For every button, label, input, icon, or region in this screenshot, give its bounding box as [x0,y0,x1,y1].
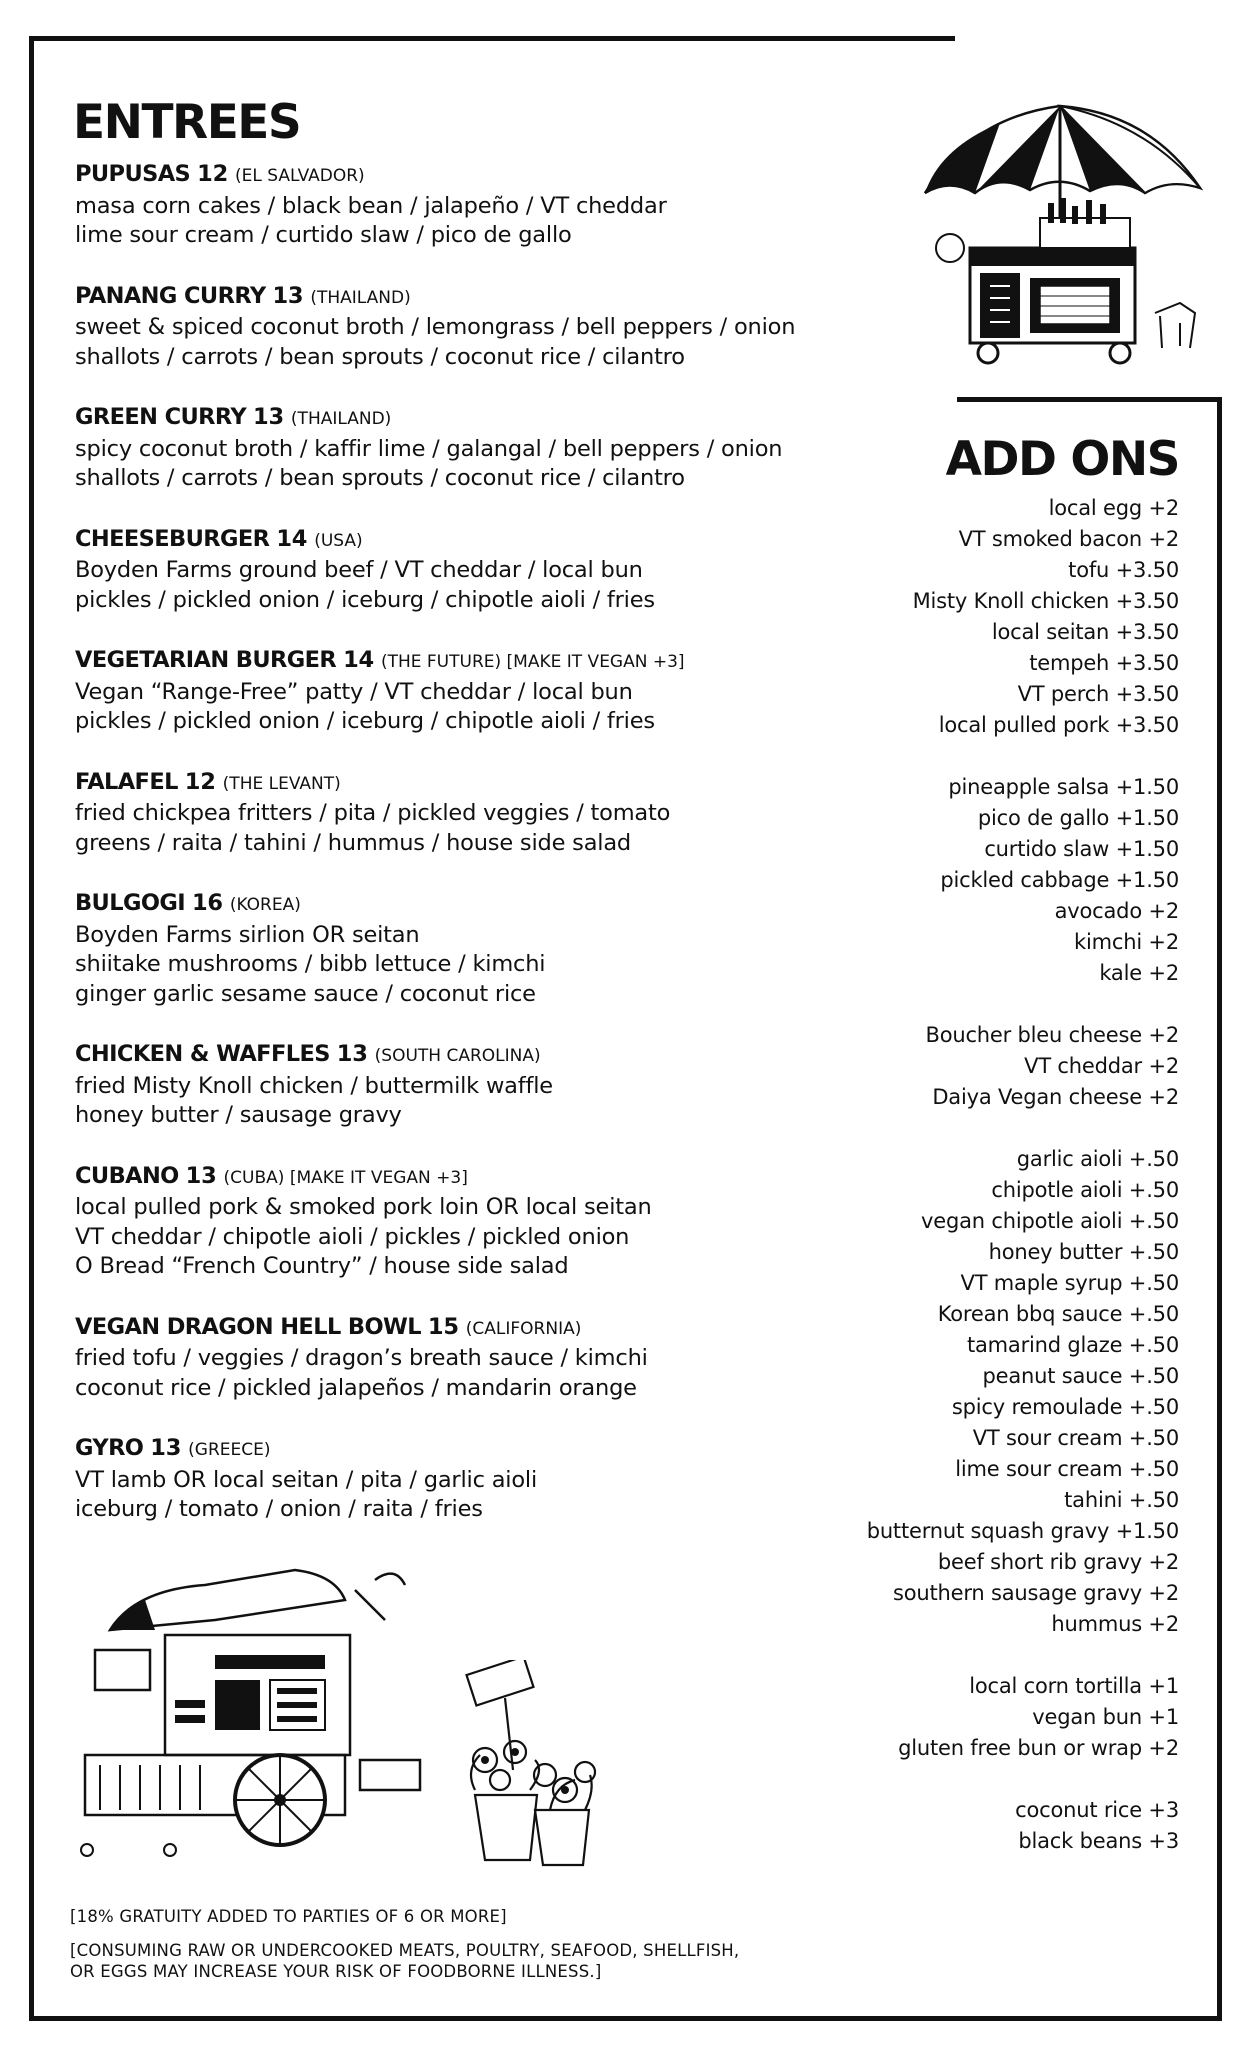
addon-item: coconut rice +3 [1015,1798,1179,1822]
entree-description-line: shallots / carrots / bean sprouts / coconut rice / cilantro [75,343,685,370]
addon-item: southern sausage gravy +2 [893,1581,1179,1605]
addon-item: kale +2 [1099,961,1179,985]
entree-description-line: Boyden Farms sirlion OR seitan [75,921,420,948]
addon-item: kimchi +2 [1074,930,1179,954]
entree-origin: (THAILAND) [310,287,411,308]
entree-description-line: shiitake mushrooms / bibb lettuce / kimchi [75,951,546,977]
entree-name: VEGAN DRAGON HELL BOWL [75,1313,421,1340]
addon-item: lime sour cream +.50 [955,1457,1179,1481]
food-cart-umbrella-illustration [910,98,1208,366]
entree-name: CUBANO [75,1162,179,1189]
entree-header [75,525,875,557]
entree-price: 14 [276,525,308,552]
menu-notes [70,1906,870,1982]
entree-description-line: coconut rice / pickled jalapeños / mandarin orange [75,1374,637,1401]
addon-item: tempeh +3.50 [1029,651,1179,675]
addons-heading: ADD ONS [945,432,1179,487]
entree-item [75,889,875,1009]
entree-description-line: honey butter / sausage gravy [75,1102,402,1128]
food-cart-wheel-illustration [65,1560,450,1860]
addon-item: local seitan +3.50 [991,620,1179,644]
entree-description-line: shallots / carrots / bean sprouts / coconut rice / cilantro [75,465,685,491]
entree-price: 12 [184,768,216,795]
entree-origin: (EL SALVADOR) [234,166,365,186]
entree-name: CHEESEBURGER [75,525,270,552]
entree-header [75,282,875,314]
addon-item: chipotle aioli +.50 [991,1178,1179,1202]
addon-item: Boucher bleu cheese +2 [925,1023,1179,1047]
entree-name: PUPUSAS [75,161,191,187]
addon-item: vegan chipotle aioli +.50 [921,1209,1179,1233]
entree-description-line: VT cheddar / chipotle aioli / pickles / pickled onion [75,1223,630,1250]
entree-origin: (GREECE) [188,1440,271,1460]
entree-price: 12 [197,161,229,187]
frame-top-border [29,36,955,41]
addon-group [759,1144,1179,1640]
entree-origin: (THE LEVANT) [222,773,341,794]
entree-description-line: local pulled pork & smoked pork loin OR local seitan [75,1194,652,1220]
entree-header [75,646,875,678]
entree-item [75,1162,875,1282]
addon-item: pineapple salsa +1.50 [948,775,1179,799]
addon-item: vegan bun +1 [1032,1705,1179,1729]
frame-left-border [29,36,34,2021]
addon-item: local corn tortilla +1 [969,1674,1179,1698]
addon-item: tahini +.50 [1064,1488,1179,1512]
entree-description-line: ginger garlic sesame sauce / coconut rice [75,980,536,1007]
addon-item: local pulled pork +3.50 [938,713,1179,737]
entree-description-line: Vegan “Range-Free” patty / VT cheddar / local bun [75,678,633,705]
entree-price: 13 [336,1041,368,1067]
addon-item: curtido slaw +1.50 [984,837,1179,861]
addon-item: garlic aioli +.50 [1016,1147,1179,1171]
entree-header [75,768,875,800]
addons-list [759,493,1179,1888]
addon-group [759,1671,1179,1764]
addon-item: beef short rib gravy +2 [937,1550,1179,1574]
gratuity-note: [18% GRATUITY ADDED TO PARTIES OF 6 OR MORE] [70,1907,507,1926]
entree-item [75,1313,875,1404]
addon-item: tofu +3.50 [1068,558,1179,582]
addon-item: VT maple syrup +.50 [960,1271,1179,1295]
entree-header [75,1434,875,1466]
entree-description-line: sweet & spiced coconut broth / lemongrass / bell peppers / onion [75,314,796,340]
addon-group [759,772,1179,989]
flower-buckets-illustration [455,1660,665,1870]
addons-top-border [957,397,1222,402]
entree-item [75,282,875,373]
addon-item: Misty Knoll chicken +3.50 [912,589,1179,613]
entree-price: 15 [427,1313,459,1340]
addon-item: VT cheddar +2 [1024,1054,1179,1078]
addon-group [759,1795,1179,1857]
entree-header [75,1313,875,1345]
foodborne-warning-line-1: [CONSUMING RAW OR UNDERCOOKED MEATS, POULTRY, SEAFOOD, SHELLFISH, [70,1941,740,1960]
entree-origin: (USA) [314,530,363,551]
entree-price: 13 [150,1435,182,1461]
entree-description-line: masa corn cakes / black bean / jalapeño / VT cheddar [75,192,667,219]
entree-header [75,160,875,192]
entree-header [75,1162,875,1194]
entree-description-line: Boyden Farms ground beef / VT cheddar / local bun [75,557,643,583]
entree-description-line: greens / raita / tahini / hummus / house side salad [75,829,632,856]
entree-header [75,403,875,435]
entree-description-line: iceburg / tomato / onion / raita / fries [75,1496,483,1522]
entree-price: 13 [253,404,284,430]
entree-name: PANANG CURRY [75,282,266,309]
addon-item: pico de gallo +1.50 [977,806,1179,830]
entree-item [75,1434,875,1525]
entree-origin: (THE FUTURE) [MAKE IT VEGAN +3] [380,652,685,672]
entree-description-line: O Bread “French Country” / house side salad [75,1253,569,1279]
addon-item: Korean bbq sauce +.50 [937,1302,1179,1326]
entree-origin: (SOUTH CAROLINA) [374,1046,541,1066]
addon-item: hummus +2 [1051,1612,1179,1636]
entree-origin: (CUBA) [MAKE IT VEGAN +3] [223,1167,468,1188]
addon-item: black beans +3 [1018,1829,1179,1853]
entree-name: GREEN CURRY [75,404,247,430]
addon-item: avocado +2 [1054,899,1179,923]
entree-description-line: fried chickpea fritters / pita / pickled veggies / tomato [75,800,671,826]
addon-item: tamarind glaze +.50 [966,1333,1179,1357]
addon-item: peanut sauce +.50 [982,1364,1179,1388]
entree-item [75,525,875,616]
addon-item: butternut squash gravy +1.50 [866,1519,1179,1543]
addon-group [759,493,1179,741]
foodborne-warning-line-2: OR EGGS MAY INCREASE YOUR RISK OF FOODBORNE ILLNESS.] [70,1962,602,1981]
entree-item [75,160,875,251]
entree-description-line: VT lamb OR local seitan / pita / garlic aioli [75,1466,538,1493]
entree-header [75,889,875,921]
entree-item [75,403,875,494]
entree-description-line: fried Misty Knoll chicken / buttermilk waffle [75,1072,553,1099]
entree-price: 14 [343,647,374,673]
entree-description-line: pickles / pickled onion / iceburg / chipotle aioli / fries [75,708,655,734]
entree-name: FALAFEL [75,768,178,795]
addon-item: Daiya Vegan cheese +2 [932,1085,1179,1109]
entree-item [75,646,875,737]
entree-origin: (CALIFORNIA) [465,1318,582,1339]
frame-bottom-border [29,2016,1222,2021]
entree-description-line: lime sour cream / curtido slaw / pico de gallo [75,222,572,248]
addon-item: VT sour cream +.50 [972,1426,1179,1450]
entree-origin: (KOREA) [229,895,301,915]
entree-origin: (THAILAND) [290,409,392,429]
addon-item: gluten free bun or wrap +2 [898,1736,1179,1760]
addon-item: local egg +2 [1048,496,1179,520]
entree-description-line: fried tofu / veggies / dragon’s breath sauce / kimchi [75,1345,648,1371]
entrees-list [75,160,875,1556]
entree-name: CHICKEN & WAFFLES [75,1041,330,1067]
entree-header [75,1040,875,1072]
frame-right-border [1217,397,1222,2021]
entree-price: 13 [185,1162,217,1189]
entree-item [75,1040,875,1131]
entree-name: BULGOGI [75,890,185,916]
addon-item: VT smoked bacon +2 [958,527,1179,551]
entree-name: VEGETARIAN BURGER [75,647,337,673]
entrees-heading: ENTREES [73,95,301,150]
entree-price: 13 [272,282,304,309]
addon-item: VT perch +3.50 [1017,682,1179,706]
entree-price: 16 [191,890,223,916]
entree-name: GYRO [75,1435,144,1461]
entree-item [75,768,875,859]
entree-description-line: pickles / pickled onion / iceburg / chipotle aioli / fries [75,586,655,613]
addon-item: spicy remoulade +.50 [951,1395,1179,1419]
addon-item: honey butter +.50 [988,1240,1179,1264]
addon-item: pickled cabbage +1.50 [940,868,1179,892]
addon-group [759,1020,1179,1113]
entree-description-line: spicy coconut broth / kaffir lime / galangal / bell peppers / onion [75,435,783,462]
